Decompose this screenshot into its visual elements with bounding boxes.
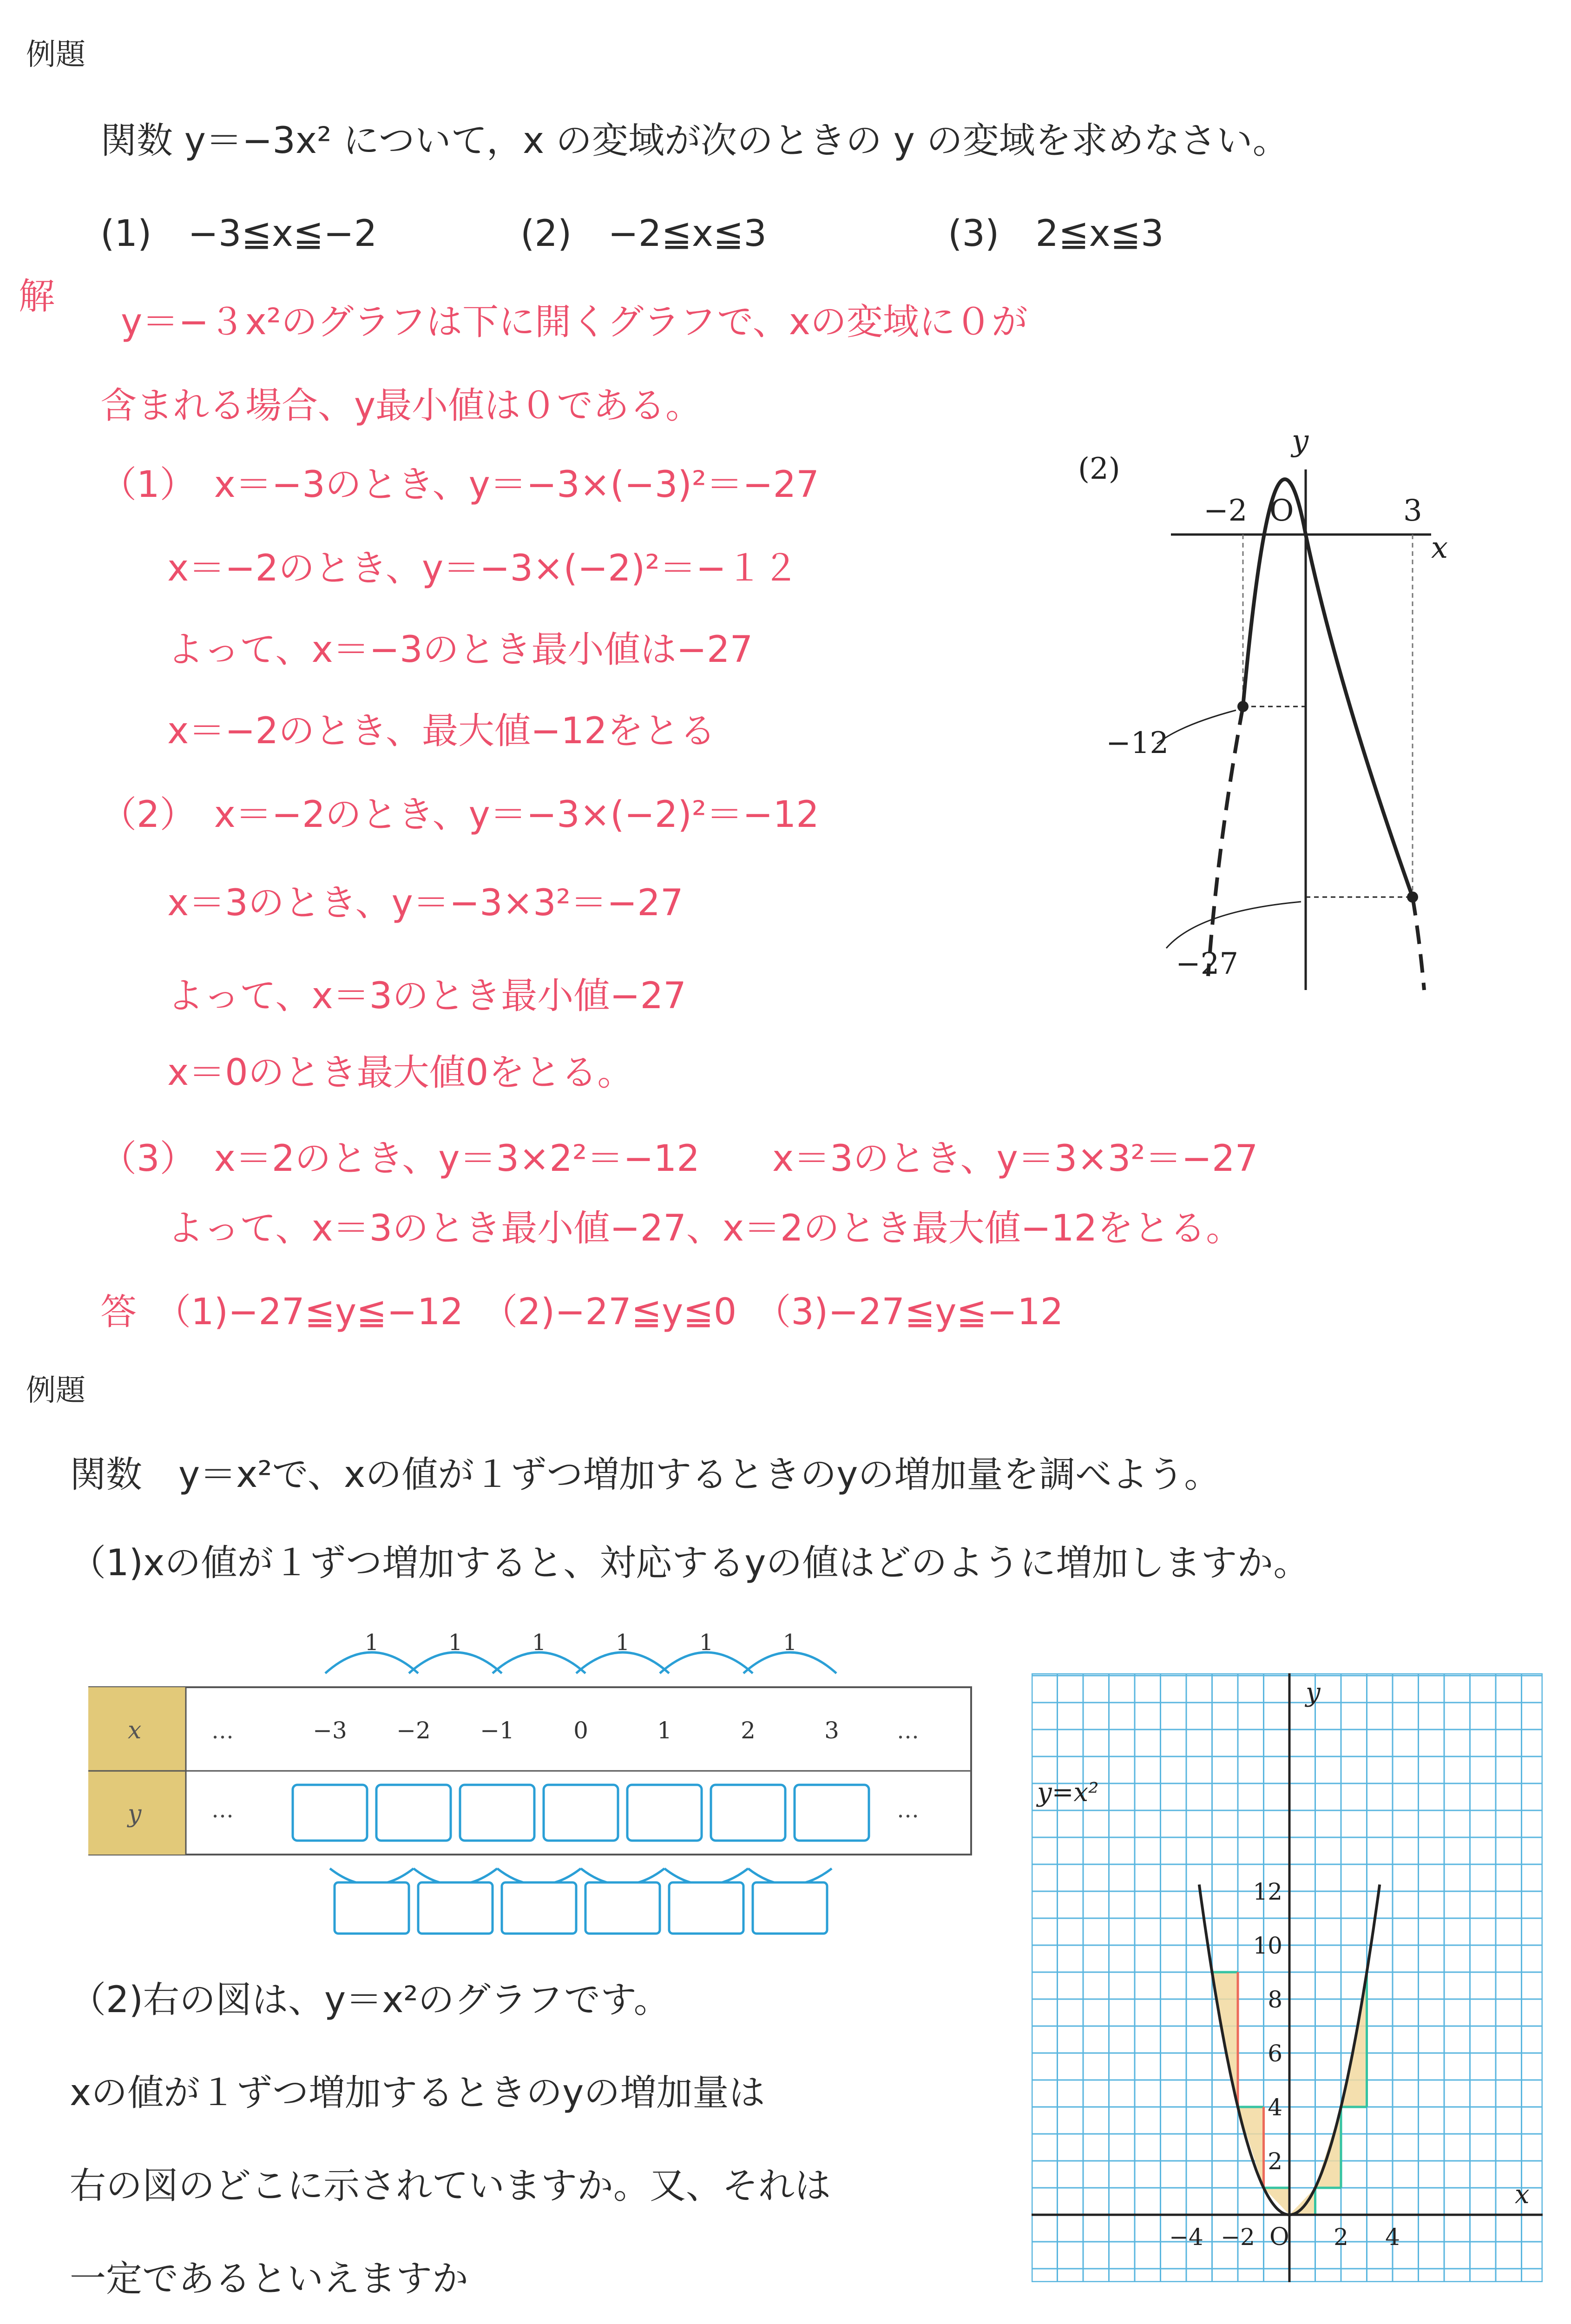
y-answer-box[interactable] (795, 1785, 869, 1841)
table-x-value: −1 (480, 1717, 514, 1744)
p1-line4: x＝−2のとき、最大値−12をとる (167, 710, 716, 752)
solution-intro-line2: 含まれる場合、y最小値は０である。 (100, 385, 702, 427)
grid-y-tick: 4 (1268, 2094, 1282, 2121)
step-label: 1 (782, 1630, 797, 1656)
grid-y-tick: 12 (1253, 1878, 1282, 1905)
tick-3: 3 (1403, 494, 1422, 528)
value-minus-27: −27 (1176, 947, 1239, 981)
table-x-value: 1 (657, 1717, 672, 1744)
question-2-part1: （1)xの値が１ずつ増加すると、対応するyの値はどのように増加しますか。 (70, 1542, 1310, 1584)
p1-line1: （1） x＝−3のとき、y＝−3×(−3)²＝−27 (100, 464, 819, 506)
q2-line3: 右の図のどこに示されていますか。又、それは (70, 2165, 831, 2207)
parabola-graph-ex1 (1059, 428, 1478, 995)
y-answer-box[interactable] (460, 1785, 534, 1841)
step-label: 1 (532, 1630, 546, 1656)
table-dots-left-y: … (211, 1797, 234, 1823)
diff-answer-box[interactable] (669, 1882, 743, 1934)
part-3: (3) 2≦x≦3 (948, 213, 1164, 255)
solution-intro-line1: y＝−３x²のグラフは下に開くグラフで、xの変域に０が (121, 301, 1028, 343)
diff-answer-box[interactable] (418, 1882, 493, 1934)
grid-x-tick: 4 (1385, 2224, 1400, 2251)
graph-label: (2) (1078, 452, 1120, 486)
diff-answer-box[interactable] (753, 1882, 827, 1934)
table-dots-left-x: … (211, 1718, 234, 1744)
parabola-solid (1243, 479, 1413, 897)
parabola-dashed-left (1208, 706, 1243, 976)
tick-minus-2: −2 (1203, 494, 1248, 528)
grid-y-tick: 8 (1268, 1986, 1282, 2013)
p1-line3: よって、x＝−3のとき最小値は−27 (167, 629, 753, 671)
question-1: 関数 y＝−3x² について，x の変域が次のときの y の変域を求めなさい。 (100, 120, 1289, 162)
p2-line2: x＝3のとき、y＝−3×3²＝−27 (167, 882, 684, 924)
curve-label: y=x² (1037, 1777, 1099, 1808)
q2-line4: 一定であるといえますか (70, 2258, 469, 2300)
p3-line2: よって、x＝3のとき最小値−27、x＝2のとき最大値−12をとる。 (167, 1208, 1242, 1249)
heading-example-1: 例題 (26, 38, 85, 72)
heading-example-2: 例題 (26, 1373, 85, 1408)
diff-answer-box[interactable] (502, 1882, 576, 1934)
p1-line2: x＝−2のとき、y＝−3×(−2)²＝−１２ (167, 548, 799, 589)
p2-line4: x＝0のとき最大値0をとる。 (167, 1052, 634, 1094)
diff-answer-box[interactable] (335, 1882, 409, 1934)
q2-line1: （2)右の図は、y＝x²のグラフです。 (70, 1979, 670, 2021)
table-x-value: −2 (396, 1717, 431, 1744)
grid-x-label: x (1515, 2179, 1530, 2210)
p2-line1: （2） x＝−2のとき、y＝−3×(−2)²＝−12 (100, 794, 819, 836)
step-label: 1 (448, 1630, 463, 1656)
question-2: 関数 y＝x²で、xの値が１ずつ増加するときのyの増加量を調べよう。 (70, 1454, 1221, 1496)
y-answer-box[interactable] (376, 1785, 451, 1841)
y-answer-box[interactable] (627, 1785, 702, 1841)
origin-label: O (1269, 494, 1294, 528)
leader-m12 (1157, 710, 1236, 744)
grid-origin: O (1269, 2223, 1289, 2251)
grid-y-label: y (1306, 1677, 1321, 1708)
point-m2 (1237, 701, 1249, 712)
p3-line1: （3） x＝2のとき、y＝3×2²＝−12 x＝3のとき、y＝3×3²＝−27 (100, 1138, 1258, 1180)
grid-graph-y-x2 (1032, 1673, 1543, 2282)
kai-label: 解 (19, 276, 55, 317)
grid-x-tick: −2 (1221, 2224, 1255, 2251)
table-dots-right-x: … (897, 1718, 919, 1744)
step-label: 1 (615, 1630, 630, 1656)
table-x-value: 2 (741, 1717, 756, 1744)
table-x-value: −3 (313, 1717, 347, 1744)
x-axis-label: x (1431, 531, 1448, 565)
leader-m27 (1166, 902, 1301, 948)
grid-x-tick: −4 (1169, 2224, 1203, 2251)
y-axis-label: y (1292, 428, 1309, 458)
part-2: (2) −2≦x≦3 (520, 213, 767, 255)
y-answer-box[interactable] (544, 1785, 618, 1841)
table-x-label: x (128, 1717, 142, 1744)
blank-value-table (88, 1622, 980, 1938)
point-3 (1407, 891, 1418, 903)
p2-line3: よって、x＝3のとき最小値−27 (167, 975, 686, 1017)
table-dots-right-y: … (897, 1797, 919, 1823)
step-label: 1 (699, 1630, 714, 1656)
value-minus-12: −12 (1106, 726, 1169, 760)
table-y-label: y (128, 1800, 142, 1828)
part-1: (1) −3≦x≦−2 (100, 213, 377, 255)
grid-y-tick: 2 (1268, 2148, 1282, 2175)
table-x-value: 0 (573, 1717, 588, 1744)
answer-line: 答 （1)−27≦y≦−12 （2)−27≦y≦0 （3)−27≦y≦−12 (100, 1291, 1064, 1333)
parabola-dashed-right (1413, 897, 1424, 990)
q2-line2: xの値が１ずつ増加するときのyの増加量は (70, 2072, 765, 2114)
grid-y-tick: 6 (1268, 2040, 1282, 2067)
diff-answer-box[interactable] (585, 1882, 660, 1934)
step-label: 1 (364, 1630, 379, 1656)
y-answer-box[interactable] (711, 1785, 785, 1841)
grid-x-tick: 2 (1334, 2224, 1348, 2251)
table-x-value: 3 (824, 1717, 839, 1744)
grid-y-tick: 10 (1253, 1932, 1282, 1959)
y-answer-box[interactable] (293, 1785, 367, 1841)
